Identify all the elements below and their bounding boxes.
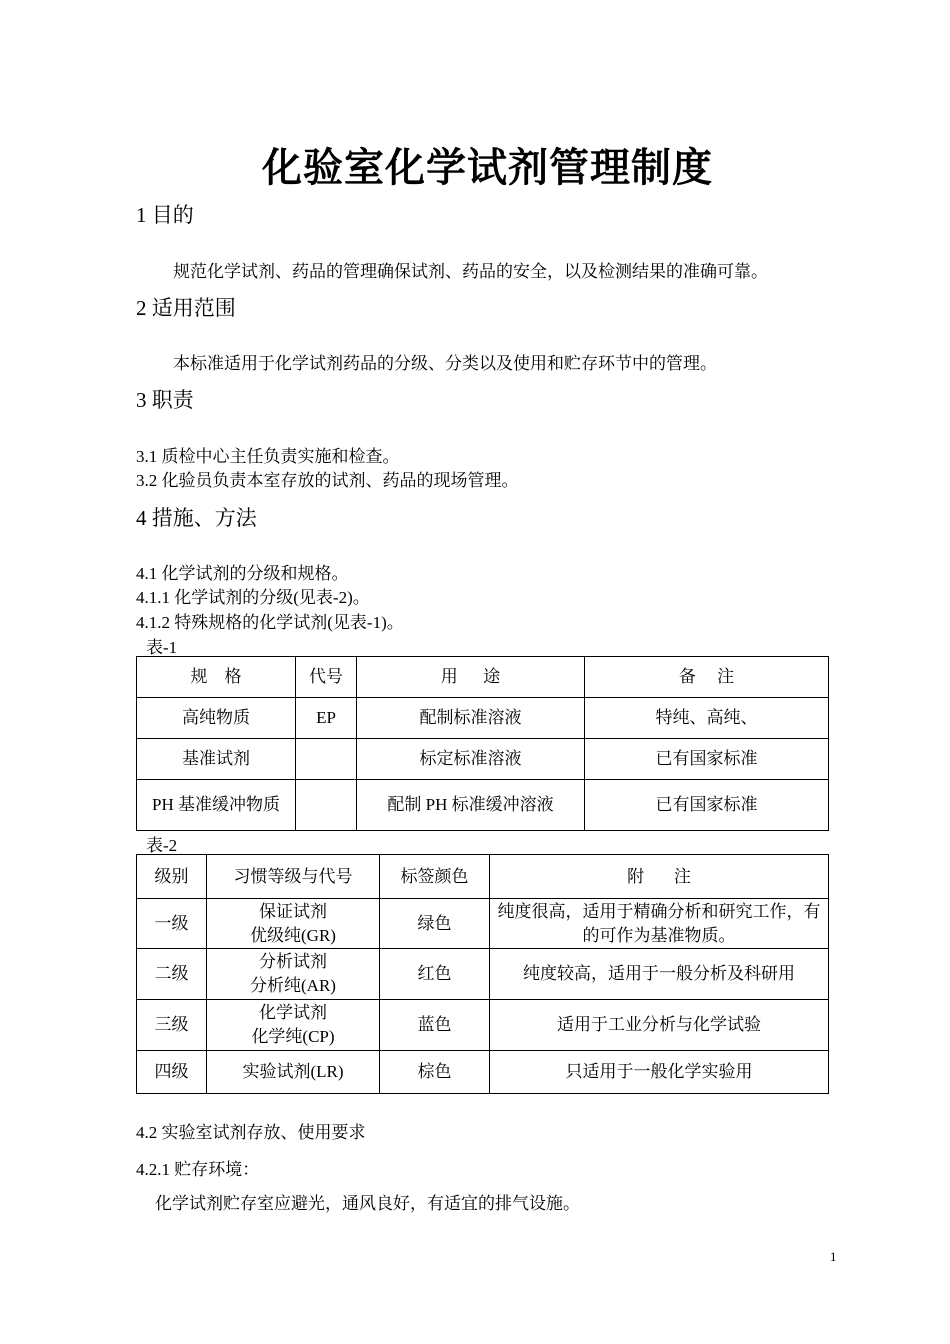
table-cell: 纯度很高，适用于精确分析和研究工作，有的可作为基准物质。: [490, 899, 829, 949]
table-cell: PH 基准缓冲物质: [137, 780, 296, 831]
table-cell: 二级: [137, 949, 207, 1000]
table-row: [137, 899, 829, 949]
section-3-2: 3.2 化验员负责本室存放的试剂、药品的现场管理。: [136, 471, 519, 490]
table-row: [137, 739, 829, 780]
table-cell: 纯度较高，适用于一般分析及科研用: [490, 949, 829, 1000]
section-4-1: 4.1 化学试剂的分级和规格。: [136, 564, 349, 583]
table-row: [137, 1051, 829, 1094]
table-cell: 保证试剂 优级纯(GR): [207, 899, 380, 949]
table-1-header-cell: 用 途: [357, 657, 585, 698]
table-cell: [296, 780, 357, 831]
section-1-text: 规范化学试剂、药品的管理确保试剂、药品的安全，以及检测结果的准确可靠。: [173, 262, 768, 281]
table-2-header-row: [137, 855, 829, 899]
section-2-heading: 2 适用范围: [136, 296, 236, 320]
table-cell: 四级: [137, 1051, 207, 1094]
table-cell: 高纯物质: [137, 698, 296, 739]
table-2-header-cell: 标签颜色: [380, 855, 490, 899]
section-4-2-1: 4.2.1 贮存环境：: [136, 1160, 260, 1179]
table-cell: 分析试剂 分析纯(AR): [207, 949, 380, 1000]
table-cell: 配制标准溶液: [357, 698, 585, 739]
table-1-caption: 表-1: [146, 638, 178, 657]
table-cell: 已有国家标准: [585, 739, 829, 780]
section-4-2: 4.2 实验室试剂存放、使用要求: [136, 1123, 366, 1142]
table-cell: 红色: [380, 949, 490, 1000]
section-4-heading: 4 措施、方法: [136, 506, 257, 530]
table-cell: 只适用于一般化学实验用: [490, 1051, 829, 1094]
table-cell: EP: [296, 698, 357, 739]
table-2-header-cell: 附 注: [490, 855, 829, 899]
table-1-header-cell: 规 格: [137, 657, 296, 698]
section-4-1-2: 4.1.2 特殊规格的化学试剂(见表-1)。: [136, 613, 404, 632]
section-3-heading: 3 职责: [136, 388, 194, 412]
page-number: 1: [830, 1249, 837, 1264]
table-row: [137, 698, 829, 739]
table-row: [137, 1000, 829, 1051]
table-2: [136, 854, 829, 1094]
table-cell: 已有国家标准: [585, 780, 829, 831]
table-2-caption: 表-2: [146, 836, 178, 855]
table-2-header-cell: 级别: [137, 855, 207, 899]
table-cell: 配制 PH 标准缓冲溶液: [357, 780, 585, 831]
table-cell: 标定标准溶液: [357, 739, 585, 780]
table-1-header-cell: 备 注: [585, 657, 829, 698]
table-row: [137, 949, 829, 1000]
section-4-1-1: 4.1.1 化学试剂的分级(见表-2)。: [136, 588, 370, 607]
table-cell: [296, 739, 357, 780]
table-cell: 三级: [137, 1000, 207, 1051]
table-cell: 适用于工业分析与化学试验: [490, 1000, 829, 1051]
table-cell: 化学试剂 化学纯(CP): [207, 1000, 380, 1051]
section-4-2-1-text: 化学试剂贮存室应避光，通风良好，有适宜的排气设施。: [155, 1194, 580, 1213]
table-row: [137, 780, 829, 831]
section-3-1: 3.1 质检中心主任负责实施和检查。: [136, 447, 400, 466]
document-title: 化验室化学试剂管理制度: [262, 145, 713, 191]
section-2-text: 本标准适用于化学试剂药品的分级、分类以及使用和贮存环节中的管理。: [173, 354, 717, 373]
table-cell: 棕色: [380, 1051, 490, 1094]
table-1-header-cell: 代号: [296, 657, 357, 698]
table-1: [136, 656, 829, 831]
table-cell: 绿色: [380, 899, 490, 949]
table-cell: 蓝色: [380, 1000, 490, 1051]
section-1-heading: 1 目的: [136, 203, 194, 227]
table-cell: 实验试剂(LR): [207, 1051, 380, 1094]
table-cell: 特纯、高纯、: [585, 698, 829, 739]
table-2-header-cell: 习惯等级与代号: [207, 855, 380, 899]
table-1-header-row: [137, 657, 829, 698]
table-cell: 一级: [137, 899, 207, 949]
table-cell: 基准试剂: [137, 739, 296, 780]
